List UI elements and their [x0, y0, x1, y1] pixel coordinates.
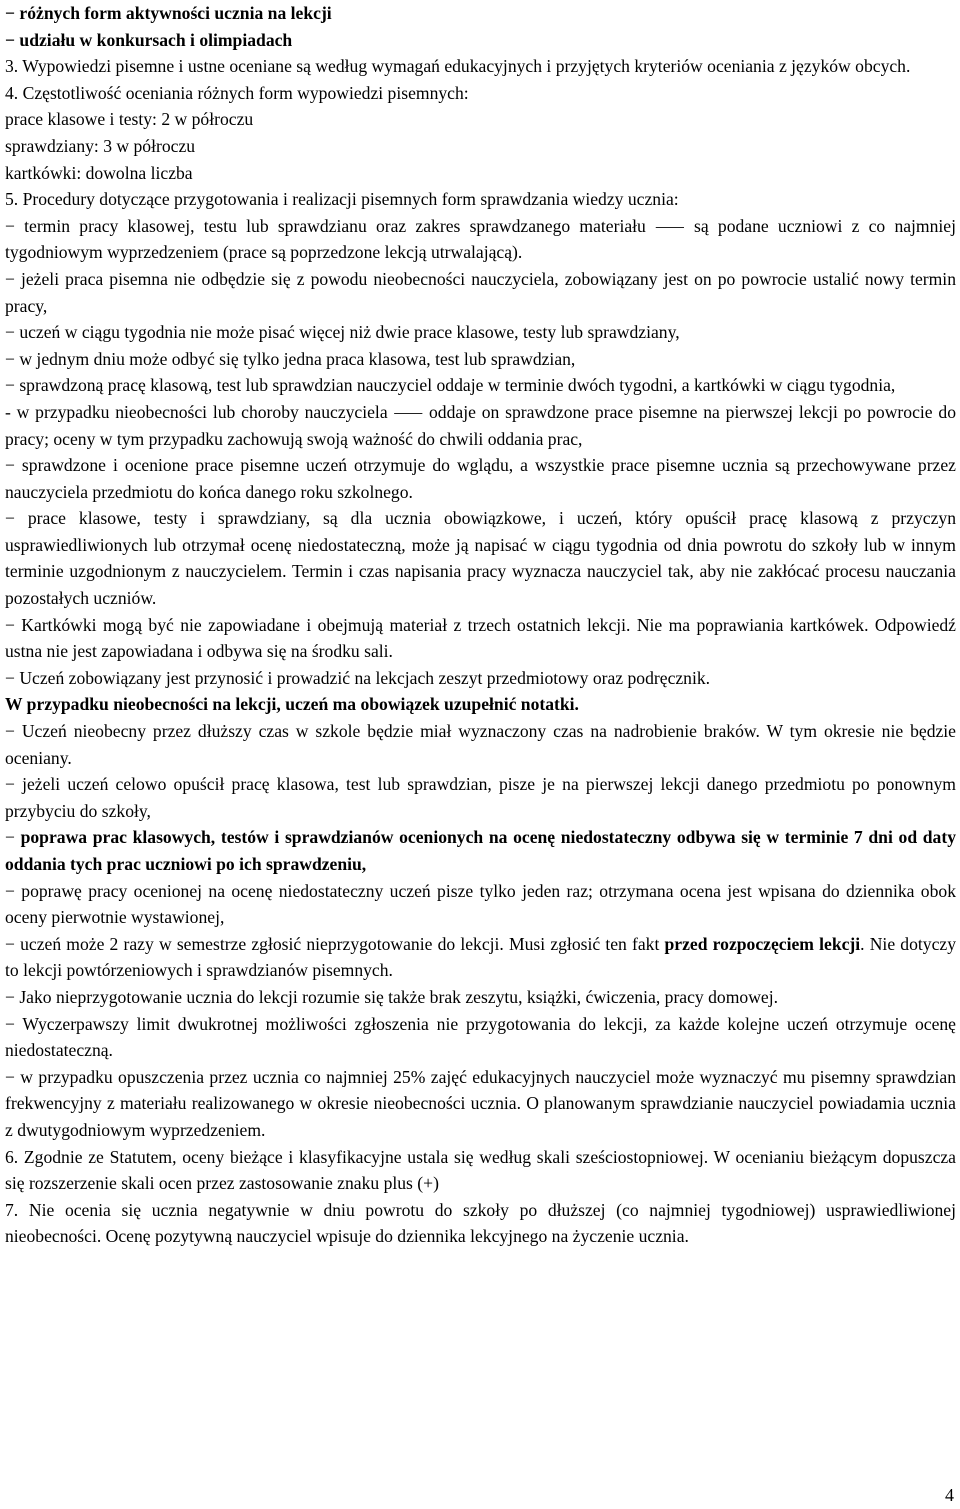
paragraph	[5, 399, 956, 452]
paragraph	[5, 984, 956, 1011]
text-run: 7. Nie ocenia się ucznia negatywnie w dniu powrotu do szkoły po dłuższej (co najmniej tygodniowej) usprawiedliwionej nieobecności. Ocenę pozytywną nauczyciel wpisuje do dziennika lekcyjnego na życzenie ucznia.	[5, 1199, 956, 1247]
bold-text: − różnych form aktywności ucznia na lekcji	[5, 3, 332, 23]
text-run: prace klasowe i testy: 2 w półroczu	[5, 109, 254, 130]
text-run: − sprawdzoną pracę klasową, test lub sprawdzian nauczyciel oddaje w terminie dwóch tygodni, a kartkówki w ciągu tygodnia,	[5, 375, 896, 396]
bold-text: przed rozpoczęciem lekcji	[664, 933, 861, 954]
text-run: − prace klasowe, testy i sprawdziany, są dla ucznia obowiązkowe, i uczeń, który opuścił pracę klasową z przyczyn usprawiedliwionych lub otrzymał ocenę niedostateczną, może ją napisać w ciągu tygodnia od dnia powrotu do szkoły lub w innym terminie uzgodnionym z nauczycielem. Termin i czas napisania pracy wyznacza nauczyciel tak, aby nie zakłócać procesu nauczania pozostałych uczniów.	[5, 508, 956, 609]
paragraph	[5, 1197, 956, 1250]
paragraph	[5, 319, 956, 346]
bold-text: W przypadku nieobecności na lekcji, uczeń ma obowiązek uzupełnić notatki.	[5, 694, 579, 715]
text-run: − Uczeń nieobecny przez dłuższy czas w szkole będzie miał wyznaczony czas na nadrobienie braków. W tym okresie nie będzie oceniany.	[5, 721, 956, 768]
text-run: − Wyczerpawszy limit dwukrotnej możliwości zgłoszenia nie przygotowania do lekcji, za każde kolejne uczeń otrzymuje ocenę niedostateczną.	[5, 1013, 956, 1061]
paragraph	[5, 186, 956, 213]
paragraph	[5, 505, 956, 611]
text-run: 5. Procedury dotyczące przygotowania i realizacji pisemnych form sprawdzania wiedzy ucznia:	[5, 189, 679, 210]
paragraph	[5, 612, 956, 665]
paragraph	[5, 878, 956, 931]
bold-text: poprawa prac klasowych, testów i sprawdzianów ocenionych na ocenę niedostateczny odbywa się w terminie 7 dni od daty oddania tych prac uczniowi po ich sprawdzeniu,	[5, 827, 956, 874]
text-run: − poprawę pracy ocenionej na ocenę niedostateczny uczeń pisze tylko jeden raz; otrzymana ocena jest wpisana do dziennika obok oceny pierwotnie wystawionej,	[5, 880, 956, 928]
paragraph	[5, 160, 956, 187]
document-body	[5, 0, 956, 1250]
text-run: 3. Wypowiedzi pisemne i ustne oceniane są według wymagań edukacyjnych i przyjętych kryteriów oceniania z języków obcych.	[5, 56, 911, 77]
paragraph	[5, 106, 956, 133]
text-run: − jeżeli uczeń celowo opuścił pracę klasowa, test lub sprawdzian, pisze je na pierwszej lekcji danego przedmiotu po ponownym przybyciu do szkoły,	[5, 774, 956, 821]
paragraph	[5, 718, 956, 771]
paragraph	[5, 452, 956, 505]
paragraph	[5, 0, 956, 27]
paragraph	[5, 665, 956, 692]
text-run: − uczeń w ciągu tygodnia nie może pisać więcej niż dwie prace klasowe, testy lub sprawdziany,	[5, 322, 680, 343]
paragraph	[5, 771, 956, 824]
paragraph	[5, 1144, 956, 1197]
text-run: − termin pracy klasowej, testu lub sprawdzianu oraz zakres sprawdzanego materiału ⸺ są podane uczniowi z co najmniej tygodniowym wyprzedzeniem (prace są poprzedzone lekcją utrwalającą).	[5, 215, 956, 263]
paragraph	[5, 691, 956, 718]
bold-text: − udziału w konkursach i olimpiadach	[5, 29, 293, 50]
paragraph	[5, 1064, 956, 1144]
text-run: 6. Zgodnie ze Statutem, oceny bieżące i klasyfikacyjne ustala się według skali sześciostopniowej. W ocenianiu bieżącym dopuszcza się rozszerzenie skali ocen przez zastosowanie znaku plus (+)	[5, 1146, 956, 1194]
paragraph	[5, 346, 956, 373]
paragraph	[5, 1011, 956, 1064]
text-run: − w przypadku opuszczenia przez ucznia co najmniej 25% zajęć edukacyjnych nauczyciel może wyznaczyć mu pisemny sprawdzian frekwencyjny z materiału realizowanego w okresie nieobecności ucznia. O planowanym sprawdzianie nauczyciel powiadamia ucznia z dwutygodniowym wyprzedzeniem.	[5, 1066, 956, 1140]
paragraph	[5, 372, 956, 399]
text-run: - w przypadku nieobecności lub choroby nauczyciela ⸺ oddaje on sprawdzone prace pisemne na pierwszej lekcji po powrocie do pracy; oceny w tym przypadku zachowują swoją ważność do chwili oddania prac,	[5, 401, 956, 449]
text-run: − Uczeń zobowiązany jest przynosić i prowadzić na lekcjach zeszyt przedmiotowy oraz podręcznik.	[5, 667, 711, 688]
text-run: −	[5, 827, 21, 848]
text-run: − jeżeli praca pisemna nie odbędzie się z powodu nieobecności nauczyciela, zobowiązany jest on po powrocie ustalić nowy termin pracy,	[5, 268, 956, 316]
text-run: − uczeń może 2 razy w semestrze zgłosić nieprzygotowanie do lekcji. Musi zgłosić ten fakt	[5, 933, 665, 954]
text-run: . Nie dotyczy to lekcji powtórzeniowych i sprawdzianów pisemnych.	[5, 933, 956, 981]
text-run: − w jednym dniu może odbyć się tylko jedna praca klasowa, test lub sprawdzian,	[5, 348, 576, 369]
paragraph	[5, 53, 956, 80]
paragraph	[5, 266, 956, 319]
text-run: − sprawdzone i ocenione prace pisemne uczeń otrzymuje do wglądu, a wszystkie prace pisemne ucznia są przechowywane przez nauczyciela przedmiotu do końca danego roku szkolnego.	[5, 455, 956, 502]
paragraph	[5, 824, 956, 877]
paragraph	[5, 27, 956, 54]
text-run: sprawdziany: 3 w półroczu	[5, 135, 196, 156]
text-run: − Kartkówki mogą być nie zapowiadane i obejmują materiał z trzech ostatnich lekcji. Nie ma poprawiania kartkówek. Odpowiedź ustna nie jest zapowiadana i odbywa się na środku sali.	[5, 614, 956, 662]
paragraph	[5, 213, 956, 266]
text-run: kartkówki: dowolna liczba	[5, 162, 193, 183]
text-run: − Jako nieprzygotowanie ucznia do lekcji rozumie się także brak zeszytu, książki, ćwiczenia, pracy domowej.	[5, 986, 778, 1007]
paragraph	[5, 133, 956, 160]
page-number: 4	[945, 1485, 954, 1505]
paragraph	[5, 80, 956, 107]
text-run: 4. Częstotliwość oceniania różnych form wypowiedzi pisemnych:	[5, 82, 469, 103]
paragraph	[5, 931, 956, 984]
